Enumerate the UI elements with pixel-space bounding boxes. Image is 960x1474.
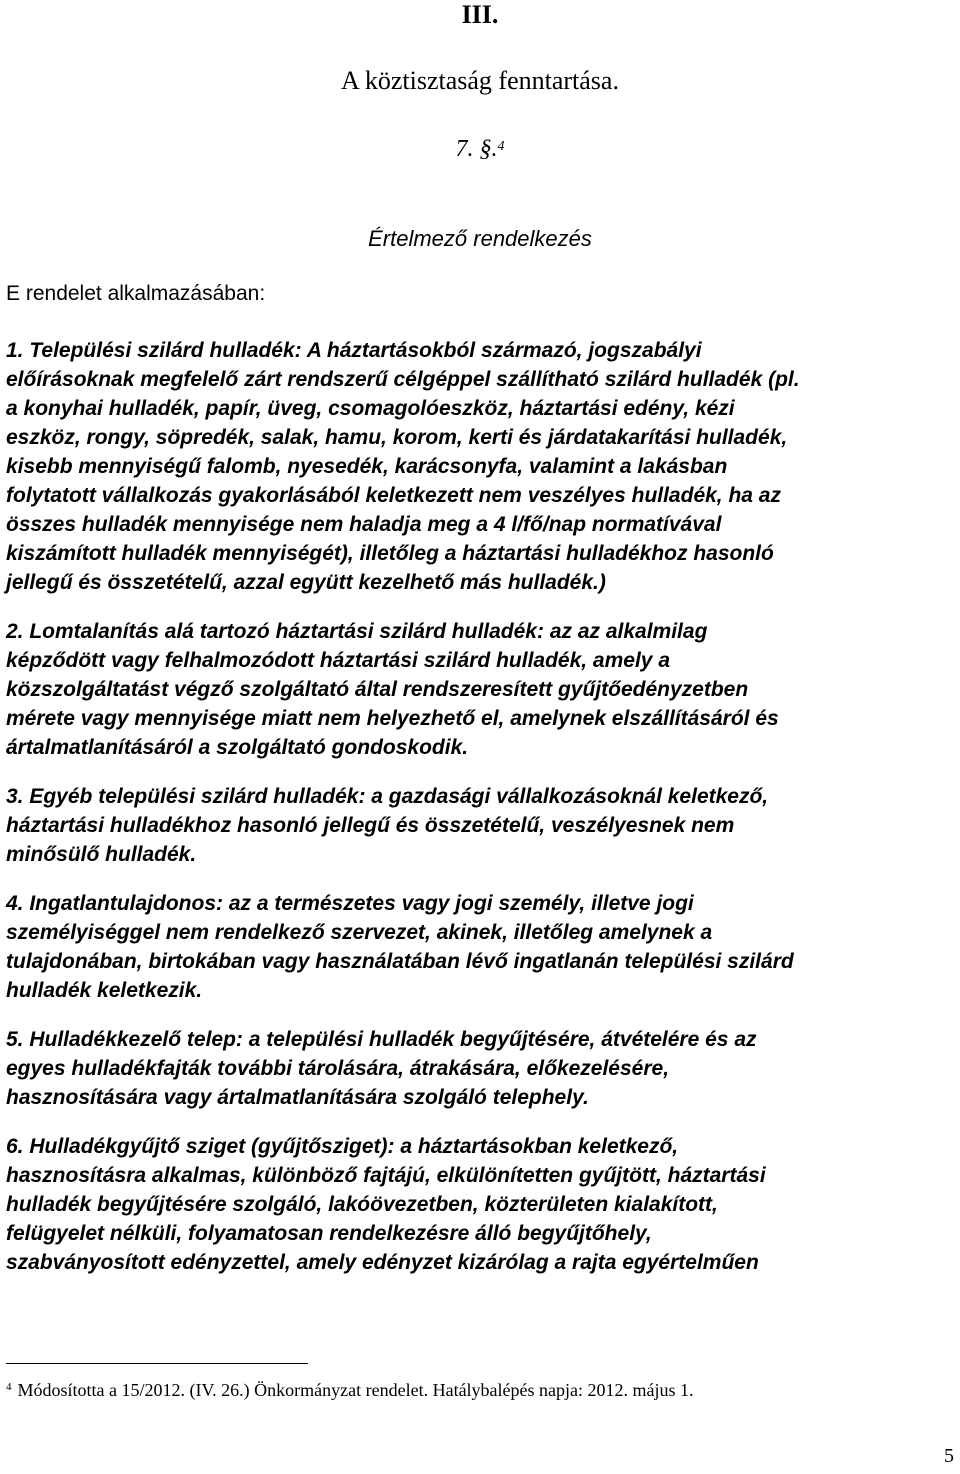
- chapter-title: A köztisztaság fenntartása.: [341, 66, 619, 95]
- footnote-number: 4: [6, 1381, 12, 1393]
- definitions-list: [6, 336, 956, 1297]
- page-number: 5: [944, 1445, 954, 1467]
- definition-1: 1. Települési szilárd hulladék: A háztartásokból származó, jogszabályi előírásoknak megfelelő zárt rendszerű célgéppel szállítható szilárd hulladék (pl. a konyhai hulladék, papír, üveg, csomagolóeszköz, háztartási edény, kézi eszköz, rongy, söpredék, salak, hamu, korom, kerti és járdatakarítási hulladék, kisebb mennyiségű falomb, nyesedék, karácsonyfa, valamint a lakásban folytatott vállalkozás gyakorlásából keletkezett nem veszélyes hulladék, ha az összes hulladék mennyisége nem haladja meg a 4 l/fő/nap normatívával kiszámított hulladék mennyiségét), illetőleg a háztartási hulladékhoz hasonló jellegű és összetételű, azzal együtt kezelhető más hulladék.): [6, 339, 800, 594]
- footnote: [6, 1379, 694, 1401]
- definition-5: 5. Hulladékkezelő telep: a települési hulladék begyűjtésére, átvételére és az egyes hulladékfajták további tárolására, átrakására, előkezelésére, hasznosítására vagy ártalmatlanítására szolgáló telephely.: [6, 1028, 757, 1109]
- definition-3: 3. Egyéb települési szilárd hulladék: a gazdasági vállalkozásoknál keletkező, háztartási hulladékhoz hasonló jellegű és összetételű, veszélyesnek nem minősülő hulladék.: [6, 785, 769, 866]
- intro-text: E rendelet alkalmazásában:: [6, 282, 266, 305]
- definition-6: 6. Hulladékgyűjtő sziget (gyűjtősziget): a háztartásokban keletkező, hasznosításra alkalmas, különböző fajtájú, elkülönítetten gyűjtött, háztartási hulladék begyűjtésére szolgáló, lakóövezetben, közterületen kialakított, felügyelet nélküli, folyamatosan rendelkezésre álló begyűjtőhely, szabványosított edényzettel, amely edényzet kizárólag a rajta egyértelműen: [6, 1135, 766, 1274]
- footnote-separator: [6, 1363, 308, 1364]
- definition-4: 4. Ingatlantulajdonos: az a természetes vagy jogi személy, illetve jogi személyiséggel nem rendelkező szervezet, akinek, illetőleg amelynek a tulajdonában, birtokában vagy használatában lévő ingatlanán települési szilárd hulladék keletkezik.: [6, 892, 794, 1002]
- footnote-text: Módosította a 15/2012. (IV. 26.) Önkormányzat rendelet. Hatálybalépés napja: 2012. május 1.: [17, 1380, 694, 1400]
- definition-2: 2. Lomtalanítás alá tartozó háztartási szilárd hulladék: az az alkalmilag képződött vagy felhalmozódott háztartási szilárd hulladék, amely a közszolgáltatást végző szolgáltató által rendszeresített gyűjtőedényzetben mérete vagy mennyisége miatt nem helyezhető el, amelynek elszállításáról és ártalmatlanításáról a szolgáltató gondoskodik.: [6, 620, 779, 759]
- chapter-number: III.: [461, 0, 499, 29]
- footnote-reference[interactable]: 4: [497, 139, 505, 154]
- section-number: 7. §.: [455, 136, 498, 162]
- section-heading: [0, 134, 960, 164]
- section-subtitle: Értelmező rendelkezés: [368, 226, 592, 251]
